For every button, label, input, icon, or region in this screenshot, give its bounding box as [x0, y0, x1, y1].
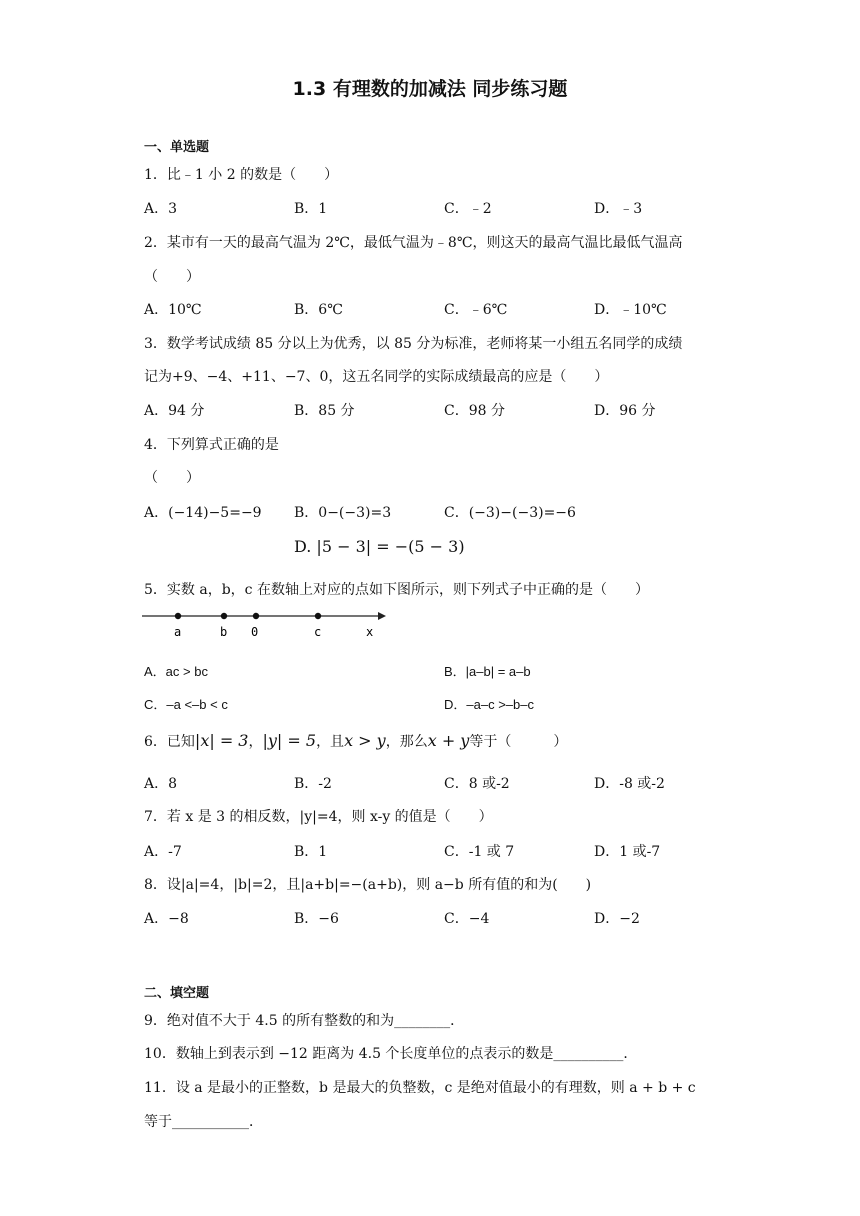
question-11-line2: 等于___________．: [144, 1114, 263, 1130]
question-8: 8．设|a|=4，|b|=2，且|a+b|=−(a+b)，则 a−b 所有值的和为( ): [144, 877, 592, 893]
q4-option-c: C．(−3)−(−3)=−6: [444, 505, 576, 521]
question-7: 7．若 x 是 3 的相反数，|y|=4，则 x-y 的值是（ ）: [144, 809, 493, 825]
q4-option-d: D. |5 − 3| = −(5 − 3): [294, 537, 465, 556]
question-9: 9．绝对值不大于 4.5 的所有整数的和为________．: [144, 1013, 465, 1029]
label-0: 0: [251, 625, 259, 639]
q7-option-b: B．1: [294, 844, 328, 860]
q8-option-d: D．−2: [594, 911, 640, 927]
q7-option-c: C．-1 或 7: [444, 844, 515, 860]
point-b: [221, 613, 227, 619]
question-1: 1．比﹣1 小 2 的数是（ ）: [144, 167, 339, 183]
q2-option-b: B．6℃: [294, 302, 343, 318]
q6-option-b: B．-2: [294, 776, 332, 792]
page-title: 1.3 有理数的加减法 同步练习题: [292, 78, 568, 100]
question-11: 11．设 a 是最小的正整数，b 是最大的负整数，c 是绝对值最小的有理数，则 a + b + c: [144, 1080, 696, 1096]
q8-option-a: A．−8: [144, 911, 189, 927]
q6-math-y-abs: |y| = 5: [262, 731, 317, 750]
q6-text-d: 等于（ ）: [469, 734, 568, 750]
q6-option-a: A．8: [144, 776, 178, 792]
q6-option-d: D．-8 或-2: [594, 776, 665, 792]
q5-option-b: B．|a–b| = a–b: [444, 664, 531, 679]
question-2-bracket: （ ）: [144, 269, 200, 285]
q3-option-b: B．85 分: [294, 403, 355, 419]
q6-option-c: C．8 或-2: [444, 776, 510, 792]
q2-option-c: C．﹣6℃: [444, 302, 508, 318]
q6-math-sum: x + y: [427, 731, 470, 750]
label-x: x: [366, 625, 374, 639]
q3-option-d: D．96 分: [594, 403, 656, 419]
section-heading-single-choice: 一、单选题: [144, 140, 210, 155]
q5-option-a: A．ac > bc: [144, 664, 208, 679]
q7-option-d: D．1 或-7: [594, 844, 661, 860]
q3-option-a: A．94 分: [144, 403, 205, 419]
q7-option-a: A．-7: [144, 844, 182, 860]
q8-option-b: B．−6: [294, 911, 339, 927]
point-a: [175, 613, 181, 619]
question-3: 3．数学考试成绩 85 分以上为优秀，以 85 分为标准，老师将某一小组五名同学的成绩: [144, 336, 683, 352]
q2-option-d: D．﹣10℃: [594, 302, 667, 318]
label-a: a: [174, 625, 182, 639]
q1-option-c: C．﹣2: [444, 201, 492, 217]
label-c: c: [314, 625, 322, 639]
label-b: b: [220, 625, 228, 639]
q8-option-c: C．−4: [444, 911, 490, 927]
q1-option-a: A．3: [144, 201, 178, 217]
point-0: [253, 613, 259, 619]
q5-option-d: D．–a–c >–b–c: [444, 697, 534, 712]
q6-text-a: 6．已知: [144, 734, 195, 750]
q4-option-b: B．0−(−3)=3: [294, 505, 392, 521]
section-heading-fill-blank: 二、填空题: [144, 986, 210, 1001]
question-4: 4．下列算式正确的是: [144, 437, 279, 453]
q4-option-a: A．(−14)−5=−9: [144, 505, 262, 521]
q6-sep: ，: [248, 734, 263, 750]
number-line-figure: [140, 604, 390, 644]
q6-math-x-abs: |x| = 3: [194, 731, 249, 750]
point-c: [315, 613, 321, 619]
question-6: [144, 731, 567, 751]
question-4-bracket: （ ）: [144, 470, 200, 486]
q6-math-ineq: x > y: [344, 731, 386, 750]
q6-text-b: ，且: [316, 734, 345, 750]
q5-option-c: C．–a <–b < c: [144, 697, 228, 712]
axis-arrow-icon: [378, 612, 386, 620]
q2-option-a: A．10℃: [144, 302, 202, 318]
question-5: 5．实数 a，b，c 在数轴上对应的点如下图所示，则下列式子中正确的是（ ）: [144, 582, 649, 598]
q1-option-b: B．1: [294, 201, 328, 217]
q6-text-c: ，那么: [385, 734, 428, 750]
question-10: 10．数轴上到表示到 −12 距离为 4.5 个长度单位的点表示的数是__________．: [144, 1046, 638, 1062]
q3-option-c: C．98 分: [444, 403, 505, 419]
question-3-line2: 记为+9、−4、+11、−7、0，这五名同学的实际成绩最高的应是（ ）: [144, 369, 609, 385]
q1-option-d: D．﹣3: [594, 201, 643, 217]
question-2: 2．某市有一天的最高气温为 2℃，最低气温为﹣8℃，则这天的最高气温比最低气温高: [144, 235, 683, 251]
